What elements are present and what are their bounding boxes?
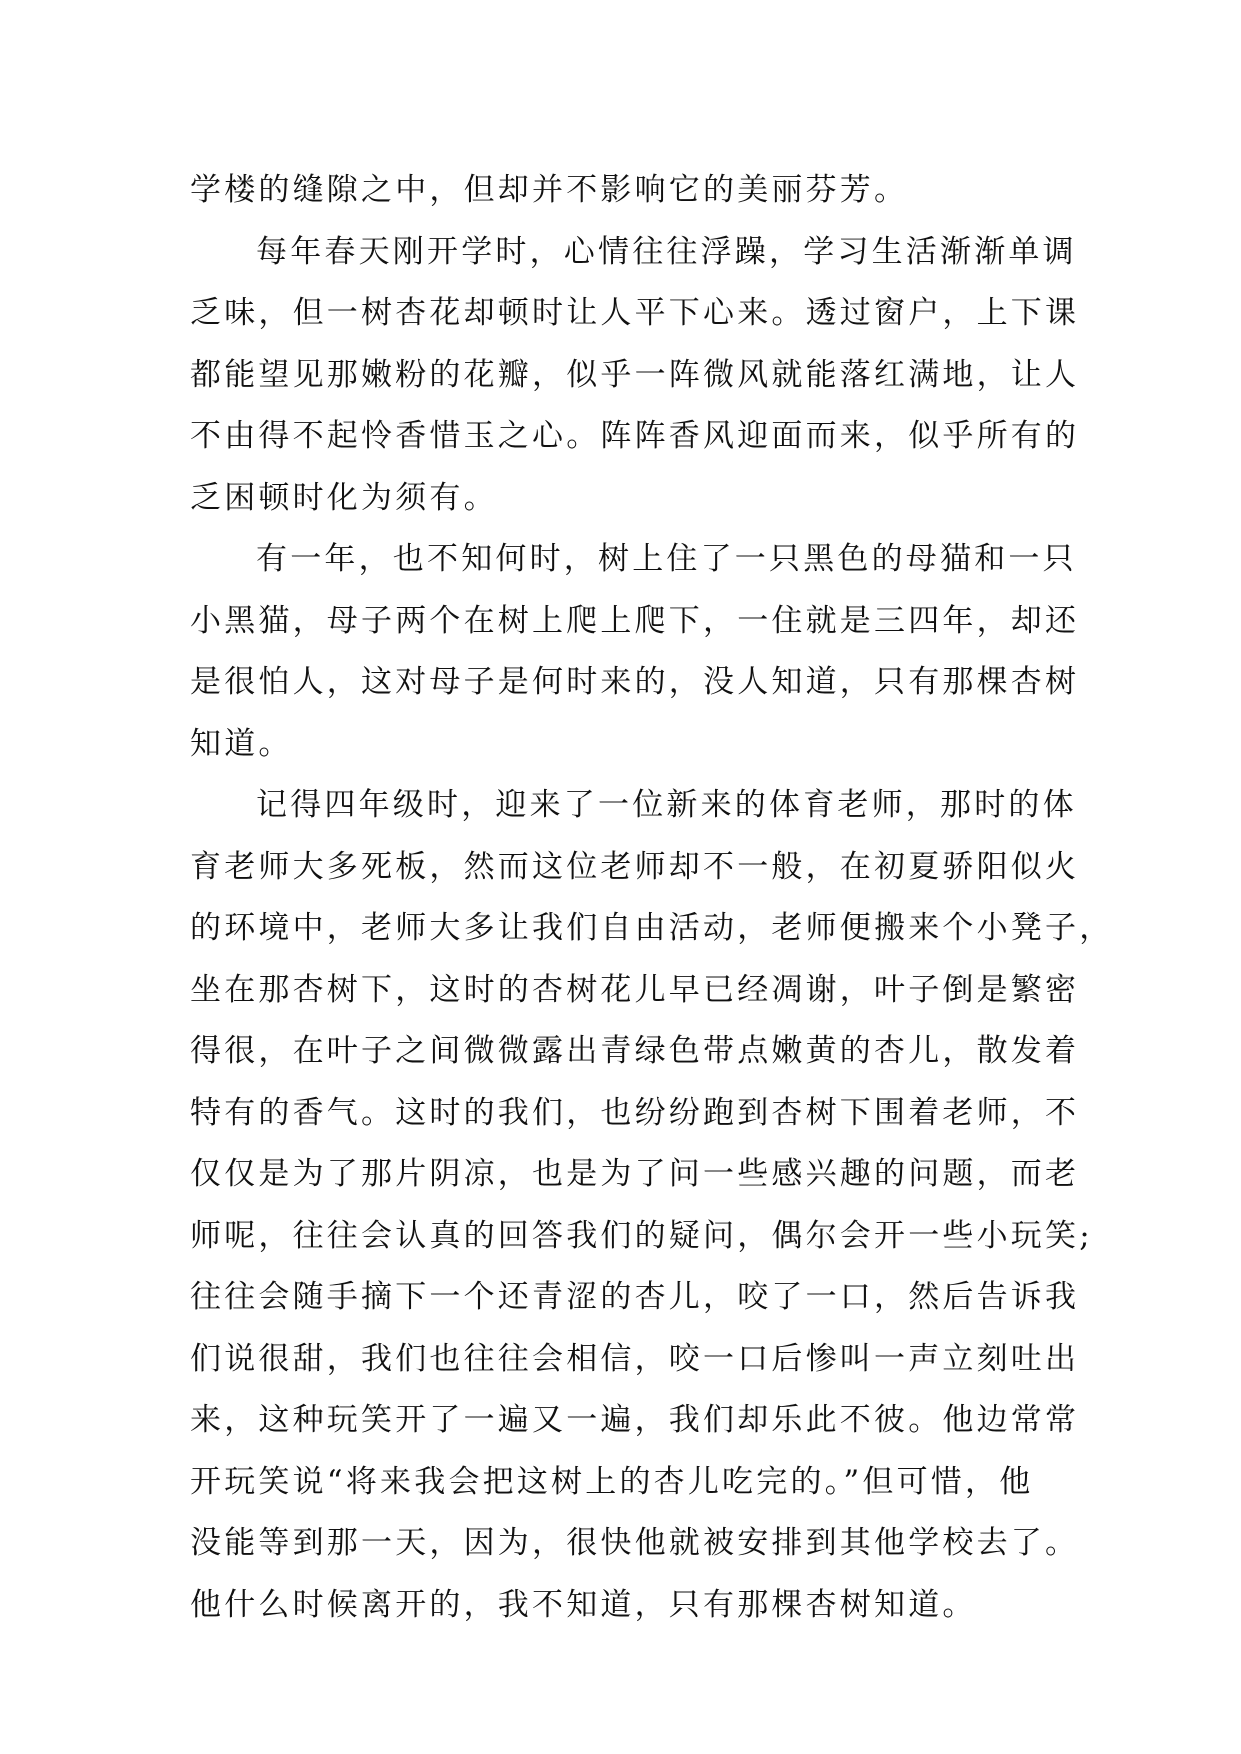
text-line: 仅仅是为了那片阴凉，也是为了问一些感兴趣的问题，而老 (190, 1156, 1080, 1192)
text-line: 他什么时候离开的，我不知道，只有那棵杏树知道。 (190, 1586, 977, 1623)
text-line: 坐在那杏树下，这时的杏树花儿早已经凋谢，叶子倒是繁密 (190, 971, 1080, 1008)
text-line: 往往会随手摘下一个还青涩的杏儿，咬了一口，然后告诉我 (190, 1279, 1080, 1315)
text-line: 知道。 (190, 725, 293, 762)
text-line: 的环境中，老师大多让我们自由活动，老师便搬来个小凳子， (190, 910, 1114, 946)
text-line: 开玩笑说“将来我会把这树上的杏儿吃完的。”但可惜，他 (190, 1463, 1034, 1500)
text-line: 是很怕人，这对母子是何时来的，没人知道，只有那棵杏树 (190, 664, 1080, 700)
paragraph (190, 222, 1080, 530)
text-line: 不由得不起怜香惜玉之心。阵阵香风迎面而来，似乎所有的 (190, 418, 1080, 454)
text-line: 没能等到那一天，因为，很快他就被安排到其他学校去了。 (190, 1525, 1080, 1561)
text-line: 每年春天刚开学时，心情往往浮躁，学习生活渐渐单调 (256, 233, 1077, 270)
paragraph (190, 160, 1070, 222)
text-line: 育老师大多死板，然而这位老师却不一般，在初夏骄阳似火 (190, 848, 1080, 885)
document-body (190, 160, 1114, 1636)
text-line: 特有的香气。这时的我们，也纷纷跑到杏树下围着老师，不 (190, 1094, 1080, 1131)
text-line: 乏味，但一树杏花却顿时让人平下心来。透过窗户，上下课 (190, 295, 1080, 331)
text-line: 们说很甜，我们也往往会相信，咬一口后惨叫一声立刻吐出 (190, 1340, 1080, 1377)
text-line: 学楼的缝隙之中，但却并不影响它的美丽芬芳。 (190, 172, 909, 208)
text-line: 得很，在叶子之间微微露出青绿色带点嫩黄的杏儿，散发着 (190, 1033, 1080, 1069)
paragraph (190, 775, 1114, 1636)
text-line: 都能望见那嫩粉的花瓣，似乎一阵微风就能落红满地，让人 (190, 356, 1080, 393)
text-line: 记得四年级时，迎来了一位新来的体育老师，那时的体 (256, 787, 1077, 823)
text-line: 小黑猫，母子两个在树上爬上爬下，一住就是三四年，却还 (190, 602, 1080, 639)
text-line: 来，这种玩笑开了一遍又一遍，我们却乐此不彼。他边常常 (190, 1402, 1080, 1438)
text-line: 师呢，往往会认真的回答我们的疑问，偶尔会开一些小玩笑; (190, 1217, 1093, 1254)
text-line: 有一年，也不知何时，树上住了一只黑色的母猫和一只 (256, 541, 1077, 577)
text-line: 乏困顿时化为须有。 (190, 479, 498, 516)
paragraph (190, 529, 1080, 775)
